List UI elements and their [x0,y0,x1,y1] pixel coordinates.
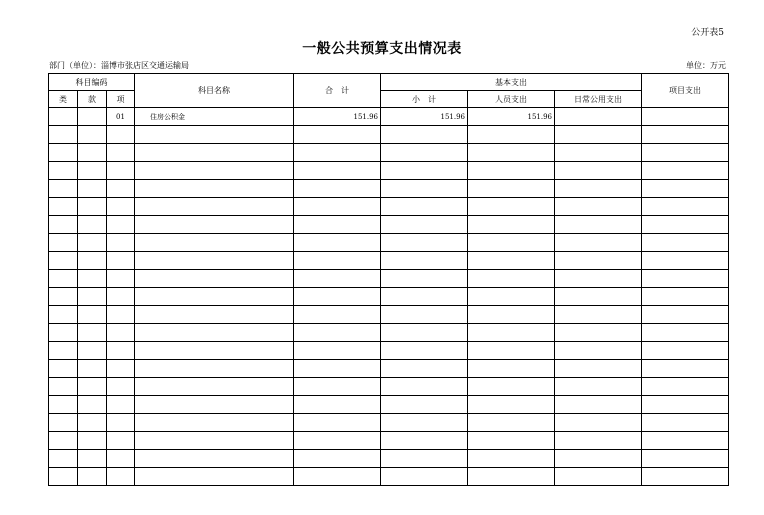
xiang-cell [107,306,135,324]
subject-name-cell [135,216,294,234]
kuan-cell [78,252,107,270]
subtotal-cell [381,144,468,162]
project-expense-cell [642,342,729,360]
kuan-cell [78,414,107,432]
table-row [49,216,729,234]
project-expense-cell [642,288,729,306]
xiang-cell [107,414,135,432]
total-cell [294,378,381,396]
kuan-cell [78,468,107,486]
total-cell [294,270,381,288]
lei-cell [49,270,78,288]
lei-cell [49,432,78,450]
table-row [49,198,729,216]
total-cell [294,396,381,414]
personnel-cell [468,432,555,450]
subtotal-cell [381,468,468,486]
xiang-cell [107,396,135,414]
table-row [49,432,729,450]
subtotal-cell [381,342,468,360]
table-row [49,144,729,162]
project-expense-cell [642,108,729,126]
lei-cell [49,414,78,432]
personnel-cell [468,324,555,342]
table-body [49,108,729,486]
table-row [49,450,729,468]
subject-name-cell [135,432,294,450]
total-cell [294,324,381,342]
xiang-cell [107,432,135,450]
subtotal-cell [381,324,468,342]
total-cell [294,288,381,306]
table-row [49,126,729,144]
table-row [49,162,729,180]
table-row [49,360,729,378]
xiang-cell [107,378,135,396]
personnel-header: 人员支出 [468,91,555,108]
subject-name-cell [135,288,294,306]
subtotal-cell [381,216,468,234]
kuan-cell [78,450,107,468]
xiang-cell [107,216,135,234]
table-row [49,468,729,486]
public-expense-cell [555,252,642,270]
personnel-cell [468,162,555,180]
subtotal-cell [381,162,468,180]
xiang-cell [107,342,135,360]
public-expense-cell [555,432,642,450]
personnel-cell [468,288,555,306]
kuan-cell [78,144,107,162]
expenditure-table [48,73,729,486]
kuan-cell [78,126,107,144]
total-cell [294,468,381,486]
public-expense-cell [555,468,642,486]
xiang-cell [107,360,135,378]
subtotal-cell [381,252,468,270]
project-expenditure-header: 项目支出 [642,74,729,108]
subject-name-cell [135,198,294,216]
page-title: 一般公共预算支出情况表 [302,41,462,57]
total-cell [294,144,381,162]
table-row [49,108,729,126]
xiang-cell [107,450,135,468]
subtotal-cell: 151.96 [381,108,468,126]
public-expense-cell [555,234,642,252]
table-row [49,414,729,432]
total-cell [294,126,381,144]
kuan-cell [78,324,107,342]
xiang-header: 项 [107,91,135,108]
xiang-cell [107,252,135,270]
subject-name-cell [135,162,294,180]
subtotal-cell [381,450,468,468]
lei-cell [49,378,78,396]
lei-cell [49,468,78,486]
department-label: 部门（单位）：淄博市张店区交通运输局 [49,61,189,70]
project-expense-cell [642,270,729,288]
total-header: 合 计 [294,74,381,108]
public-expense-cell [555,162,642,180]
project-expense-cell [642,378,729,396]
table-row [49,396,729,414]
kuan-cell [78,216,107,234]
subject-name-cell [135,180,294,198]
project-expense-cell [642,450,729,468]
subject-name-cell [135,126,294,144]
lei-cell [49,144,78,162]
subtotal-cell [381,432,468,450]
public-expense-header: 日常公用支出 [555,91,642,108]
xiang-cell [107,270,135,288]
total-cell [294,216,381,234]
subtotal-cell [381,414,468,432]
lei-cell [49,324,78,342]
xiang-cell [107,144,135,162]
kuan-header: 款 [78,91,107,108]
subject-name-cell [135,144,294,162]
xiang-cell [107,162,135,180]
personnel-cell [468,450,555,468]
lei-cell [49,306,78,324]
total-cell [294,198,381,216]
kuan-cell [78,234,107,252]
subject-name-cell [135,324,294,342]
kuan-cell [78,432,107,450]
subject-name-cell [135,450,294,468]
public-expense-cell [555,216,642,234]
kuan-cell [78,378,107,396]
public-expense-cell [555,108,642,126]
total-cell [294,252,381,270]
lei-cell [49,396,78,414]
total-cell [294,342,381,360]
subtotal-cell [381,180,468,198]
subtotal-cell [381,306,468,324]
kuan-cell [78,198,107,216]
personnel-cell [468,306,555,324]
kuan-cell [78,288,107,306]
personnel-cell [468,234,555,252]
xiang-cell [107,324,135,342]
project-expense-cell [642,396,729,414]
unit-label: 单位：万元 [686,61,726,70]
subtotal-cell [381,378,468,396]
project-expense-cell [642,324,729,342]
subject-name-cell: 住房公积金 [135,108,294,126]
project-expense-cell [642,234,729,252]
kuan-cell [78,162,107,180]
public-expense-cell [555,180,642,198]
lei-cell [49,198,78,216]
basic-expenditure-header: 基本支出 [381,74,642,91]
xiang-cell [107,198,135,216]
table-row [49,180,729,198]
subtotal-cell [381,126,468,144]
public-expense-cell [555,342,642,360]
form-number: 公开表5 [691,28,724,38]
subtotal-header: 小 计 [381,91,468,108]
project-expense-cell [642,360,729,378]
subject-name-cell [135,234,294,252]
subject-name-cell [135,306,294,324]
total-cell [294,234,381,252]
subtotal-cell [381,270,468,288]
personnel-cell [468,378,555,396]
kuan-cell [78,180,107,198]
subject-name-cell [135,378,294,396]
personnel-cell [468,270,555,288]
subtotal-cell [381,198,468,216]
kuan-cell [78,108,107,126]
public-expense-cell [555,324,642,342]
subject-name-cell [135,342,294,360]
project-expense-cell [642,162,729,180]
project-expense-cell [642,414,729,432]
table-row [49,378,729,396]
subject-name-cell [135,360,294,378]
public-expense-cell [555,306,642,324]
subject-name-cell [135,414,294,432]
project-expense-cell [642,180,729,198]
lei-cell [49,162,78,180]
total-cell: 151.96 [294,108,381,126]
project-expense-cell [642,252,729,270]
kuan-cell [78,396,107,414]
subtotal-cell [381,360,468,378]
lei-header: 类 [49,91,78,108]
table-row [49,342,729,360]
total-cell [294,450,381,468]
lei-cell [49,126,78,144]
public-expense-cell [555,450,642,468]
project-expense-cell [642,306,729,324]
public-expense-cell [555,396,642,414]
public-expense-cell [555,144,642,162]
subject-name-cell [135,270,294,288]
total-cell [294,360,381,378]
lei-cell [49,450,78,468]
personnel-cell [468,252,555,270]
total-cell [294,306,381,324]
kuan-cell [78,360,107,378]
public-expense-cell [555,360,642,378]
project-expense-cell [642,198,729,216]
public-expense-cell [555,288,642,306]
subject-name-cell [135,252,294,270]
table-row [49,234,729,252]
lei-cell [49,180,78,198]
table-row [49,252,729,270]
lei-cell [49,360,78,378]
project-expense-cell [642,432,729,450]
kuan-cell [78,270,107,288]
lei-cell [49,252,78,270]
project-expense-cell [642,468,729,486]
total-cell [294,432,381,450]
personnel-cell: 151.96 [468,108,555,126]
lei-cell [49,234,78,252]
subject-code-header: 科目编码 [49,74,135,91]
total-cell [294,180,381,198]
public-expense-cell [555,414,642,432]
public-expense-cell [555,126,642,144]
personnel-cell [468,342,555,360]
lei-cell [49,108,78,126]
project-expense-cell [642,126,729,144]
personnel-cell [468,144,555,162]
total-cell [294,414,381,432]
xiang-cell: 01 [107,108,135,126]
personnel-cell [468,414,555,432]
subject-name-cell [135,396,294,414]
xiang-cell [107,234,135,252]
personnel-cell [468,216,555,234]
xiang-cell [107,288,135,306]
public-expense-cell [555,198,642,216]
xiang-cell [107,180,135,198]
project-expense-cell [642,216,729,234]
kuan-cell [78,342,107,360]
personnel-cell [468,468,555,486]
subject-name-cell [135,468,294,486]
subtotal-cell [381,396,468,414]
kuan-cell [78,306,107,324]
subtotal-cell [381,288,468,306]
personnel-cell [468,180,555,198]
table-row [49,306,729,324]
table-row [49,270,729,288]
subject-name-header: 科目名称 [135,74,294,108]
table-row [49,324,729,342]
personnel-cell [468,126,555,144]
lei-cell [49,216,78,234]
lei-cell [49,288,78,306]
table-row [49,288,729,306]
total-cell [294,162,381,180]
personnel-cell [468,396,555,414]
xiang-cell [107,126,135,144]
public-expense-cell [555,378,642,396]
personnel-cell [468,360,555,378]
project-expense-cell [642,144,729,162]
lei-cell [49,342,78,360]
subtotal-cell [381,234,468,252]
public-expense-cell [555,270,642,288]
xiang-cell [107,468,135,486]
personnel-cell [468,198,555,216]
